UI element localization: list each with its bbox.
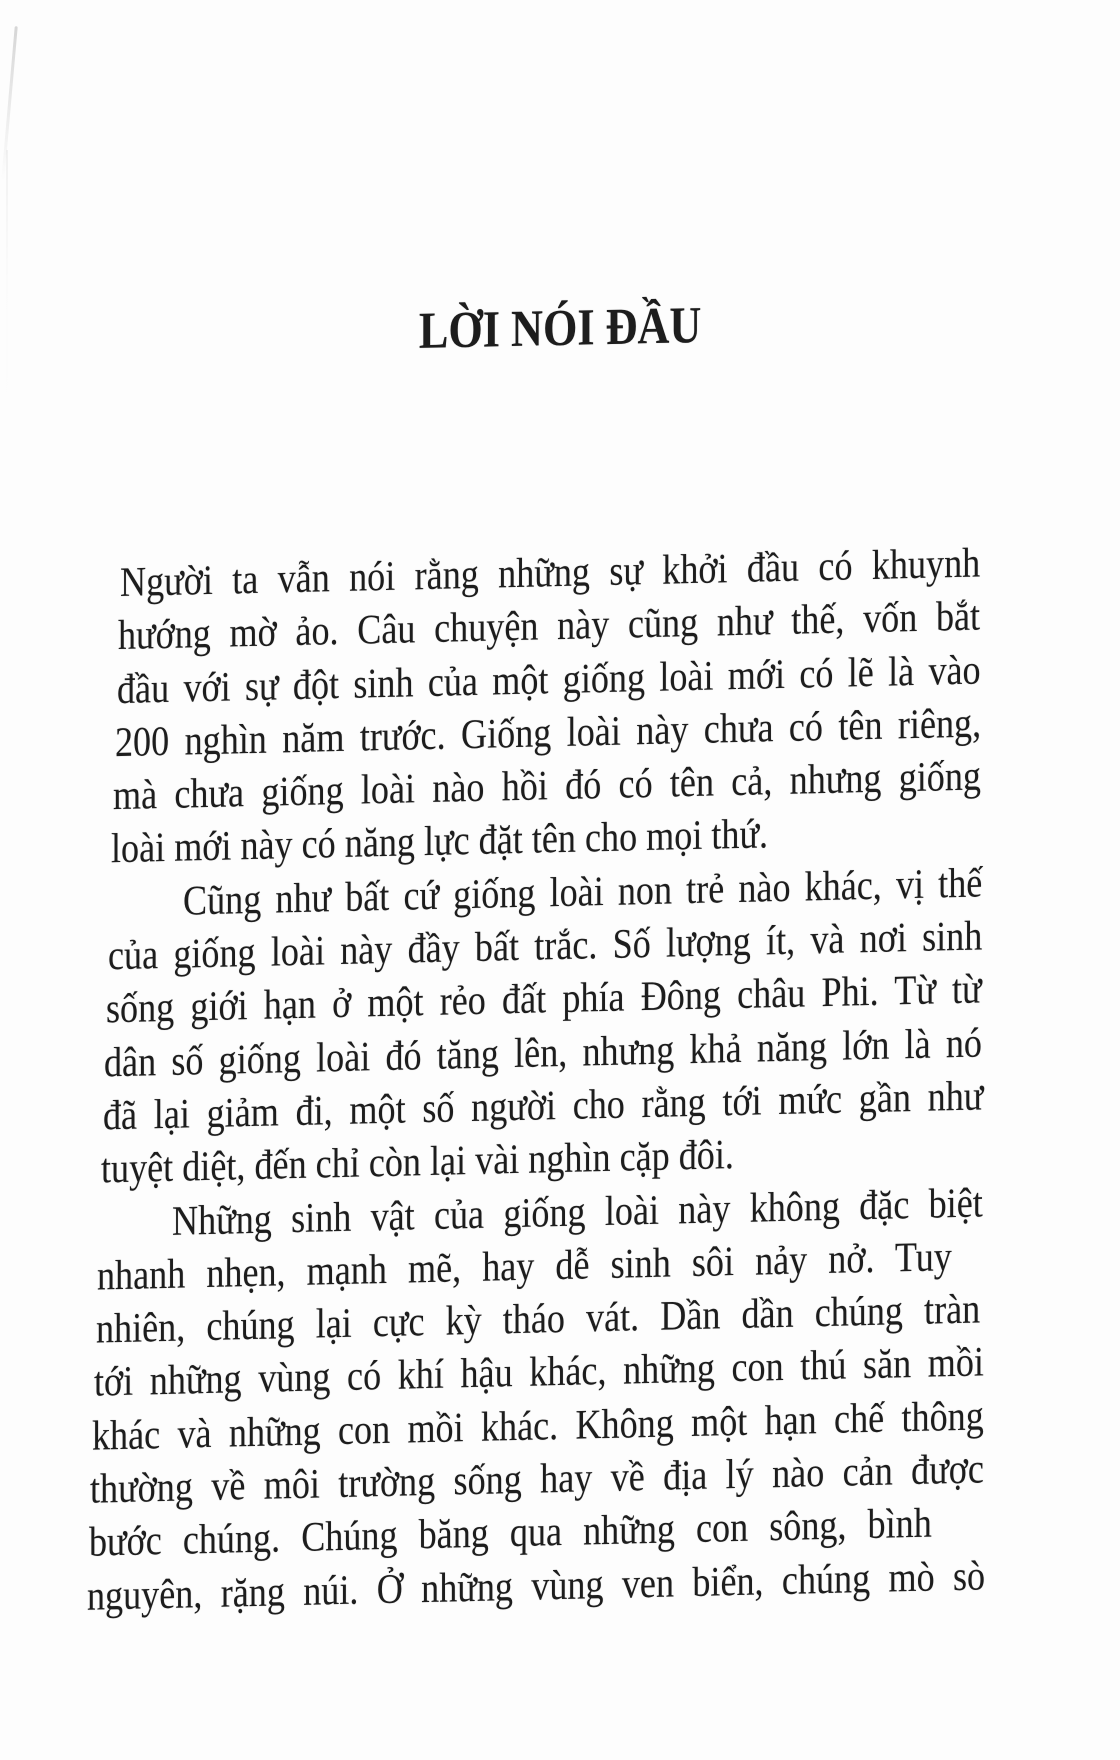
scan-artifact-edge — [6, 150, 8, 410]
line-text: tới những vùng có khí hậu khác, những con thú săn mồi — [93, 1339, 984, 1407]
body-text — [86, 534, 1120, 1623]
line-text: bước chúng. Chúng băng qua những con sông, bình — [88, 1500, 932, 1567]
line-text: loài mới này có năng lực đặt tên cho mọi thứ. — [111, 811, 769, 873]
line-text: nhiên, chúng lại cực kỳ tháo vát. Dần dần chúng tràn — [95, 1286, 980, 1353]
line-text: hướng mờ ảo. Câu chuyện này cũng như thế, vốn bắt — [118, 593, 981, 660]
line-text: 200 nghìn năm trước. Giống loài này chưa có tên riêng, — [114, 700, 981, 767]
line-text: Cũng như bất cứ giống loài non trẻ nào khác, vị thế — [182, 860, 982, 925]
line-text: nguyên, rặng núi. Ở những vùng ven biển, chúng mò sò — [86, 1553, 985, 1620]
line-text: đầu với sự đột sinh của một giống loài mới có lẽ là vào — [116, 647, 981, 713]
line-text: nhanh nhẹn, mạnh mẽ, hay dễ sinh sôi nảy nở. Tuy — [97, 1233, 953, 1300]
line-text: sống giới hạn ở một rẻo đất phía Đông châu Phi. Từ từ — [106, 966, 982, 1033]
line-text: Những sinh vật của giống loài này không đặc biệt — [172, 1179, 983, 1245]
line-text: của giống loài này đầy bất trắc. Số lượng ít, và nơi sinh — [107, 913, 983, 980]
line-text: tuyệt diệt, đến chỉ còn lại vài nghìn cặp đôi. — [100, 1132, 734, 1193]
line-text: khác và những con mồi khác. Không một hạn chế thông — [92, 1393, 984, 1460]
chapter-title-text: LỜI NÓI ĐẦU — [418, 297, 702, 360]
scan-artifact-streak — [1, 26, 17, 181]
chapter-title — [0, 297, 1120, 360]
line-text: mà chưa giống loài nào hồi đó có tên cả, nhưng giống — [113, 753, 981, 820]
line-text: dân số giống loài đó tăng lên, nhưng khả năng lớn là nó — [104, 1020, 983, 1087]
line-text: thường về môi trường sống hay về địa lý nào cản được — [90, 1446, 985, 1513]
line-text: Người ta vẫn nói rằng những sự khởi đầu có khuynh — [120, 540, 981, 606]
line-text: đã lại giảm đi, một số người cho rằng tới mức gần như — [102, 1073, 983, 1140]
